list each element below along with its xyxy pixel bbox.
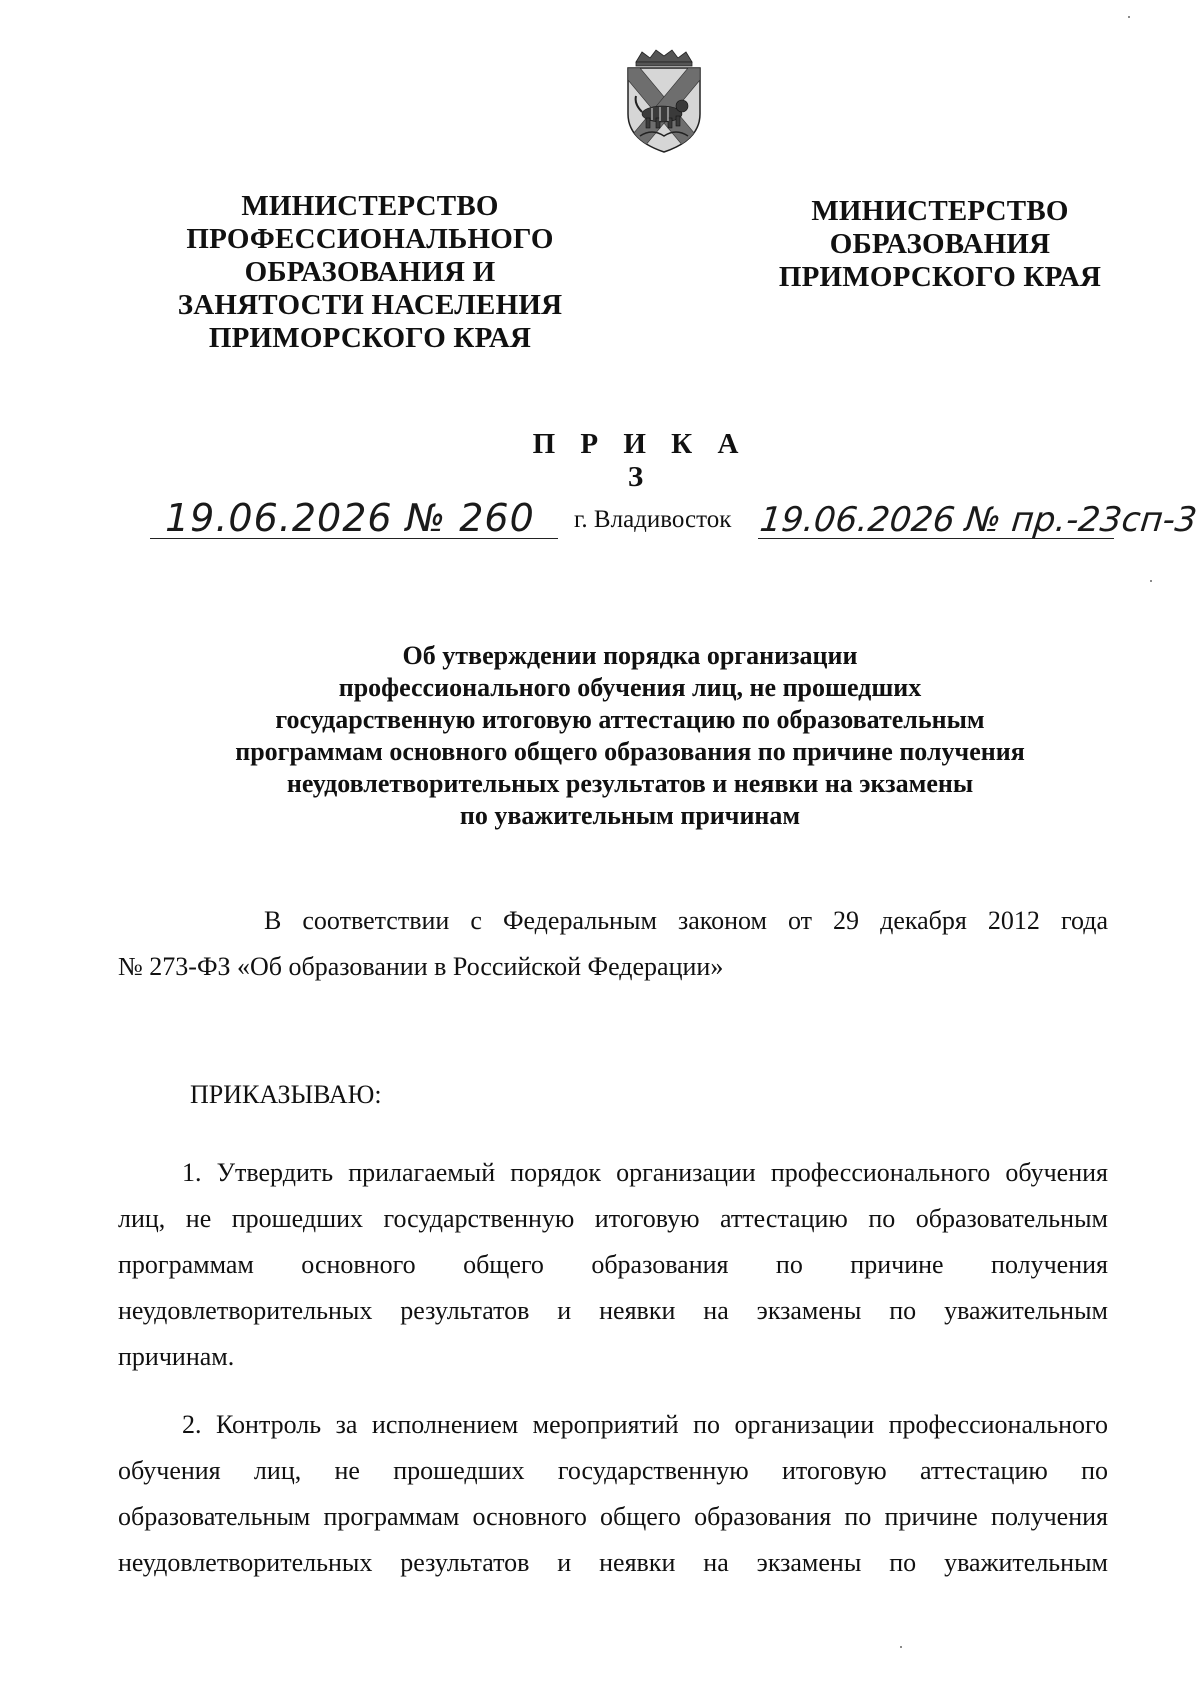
org-line: МИНИСТЕРСТВО [241, 190, 499, 222]
org-line: ПРОФЕССИОНАЛЬНОГО [186, 223, 554, 255]
subject-line: программам основного общего образования по причине получения [235, 737, 1025, 766]
subject-line: Об утверждении порядка организации [402, 641, 858, 670]
subject-line: по уважительным причинам [459, 801, 801, 830]
order-keyword: ПРИКАЗЫВАЮ: [190, 1080, 382, 1109]
subject-line: профессионального обучения лиц, не прошедших [338, 673, 922, 702]
signature-underline-left [150, 538, 558, 539]
coat-of-arms-icon [622, 48, 706, 156]
scan-speck [1150, 580, 1152, 582]
org-line: ЗАНЯТОСТИ НАСЕЛЕНИЯ [177, 289, 563, 321]
issuing-ministry-right [760, 195, 1120, 294]
paragraph-line: В соответствии с Федеральным законом от 29 декабря 2012 года [264, 906, 1108, 935]
order-item-2 [118, 1402, 1108, 1586]
subject-line: государственную итоговую аттестацию по образовательным [275, 705, 985, 734]
paragraph-line: программам основного общего образования по причине получения [118, 1250, 1108, 1279]
org-line: ПРИМОРСКОГО КРАЯ [778, 261, 1102, 293]
order-item-1 [118, 1150, 1108, 1380]
paragraph-line: неудовлетворительных результатов и неявки на экзамены по уважительным [118, 1296, 1108, 1325]
issuing-ministry-left [160, 190, 580, 355]
handwritten-date-number-right: 19.06.2026 № пр.-23сп-3 [757, 500, 1199, 540]
document-type-title: П Р И К А З [532, 428, 748, 493]
paragraph-line: № 273-ФЗ «Об образовании в Российской Федерации» [118, 952, 724, 981]
org-line: ОБРАЗОВАНИЯ И [244, 256, 496, 288]
legal-basis-paragraph [118, 898, 1108, 990]
paragraph-line: неудовлетворительных результатов и неявки на экзамены по уважительным [118, 1548, 1108, 1577]
handwritten-date-number-left: 19.06.2026 № 260 [165, 496, 535, 540]
paragraph-line: причинам. [118, 1342, 235, 1371]
paragraph-line: лиц, не прошедших государственную итоговую аттестацию по образовательным [118, 1204, 1108, 1233]
paragraph-line: обучения лиц, не прошедших государственную итоговую аттестацию по [118, 1456, 1108, 1485]
paragraph-line: образовательным программам основного общего образования по причине получения [118, 1502, 1108, 1531]
signature-underline-right [758, 538, 1114, 539]
scan-speck [900, 1646, 902, 1648]
paragraph-line: 1. Утвердить прилагаемый порядок организации профессионального обучения [182, 1158, 1108, 1187]
city-label: г. Владивосток [574, 506, 732, 533]
scan-speck [1128, 16, 1130, 18]
document-subject [150, 640, 1110, 832]
org-line: ОБРАЗОВАНИЯ [829, 228, 1051, 260]
subject-line: неудовлетворительных результатов и неявки на экзамены [286, 769, 974, 798]
paragraph-line: 2. Контроль за исполнением мероприятий по организации профессионального [182, 1410, 1108, 1439]
org-line: ПРИМОРСКОГО КРАЯ [208, 322, 532, 354]
org-line: МИНИСТЕРСТВО [811, 195, 1069, 227]
